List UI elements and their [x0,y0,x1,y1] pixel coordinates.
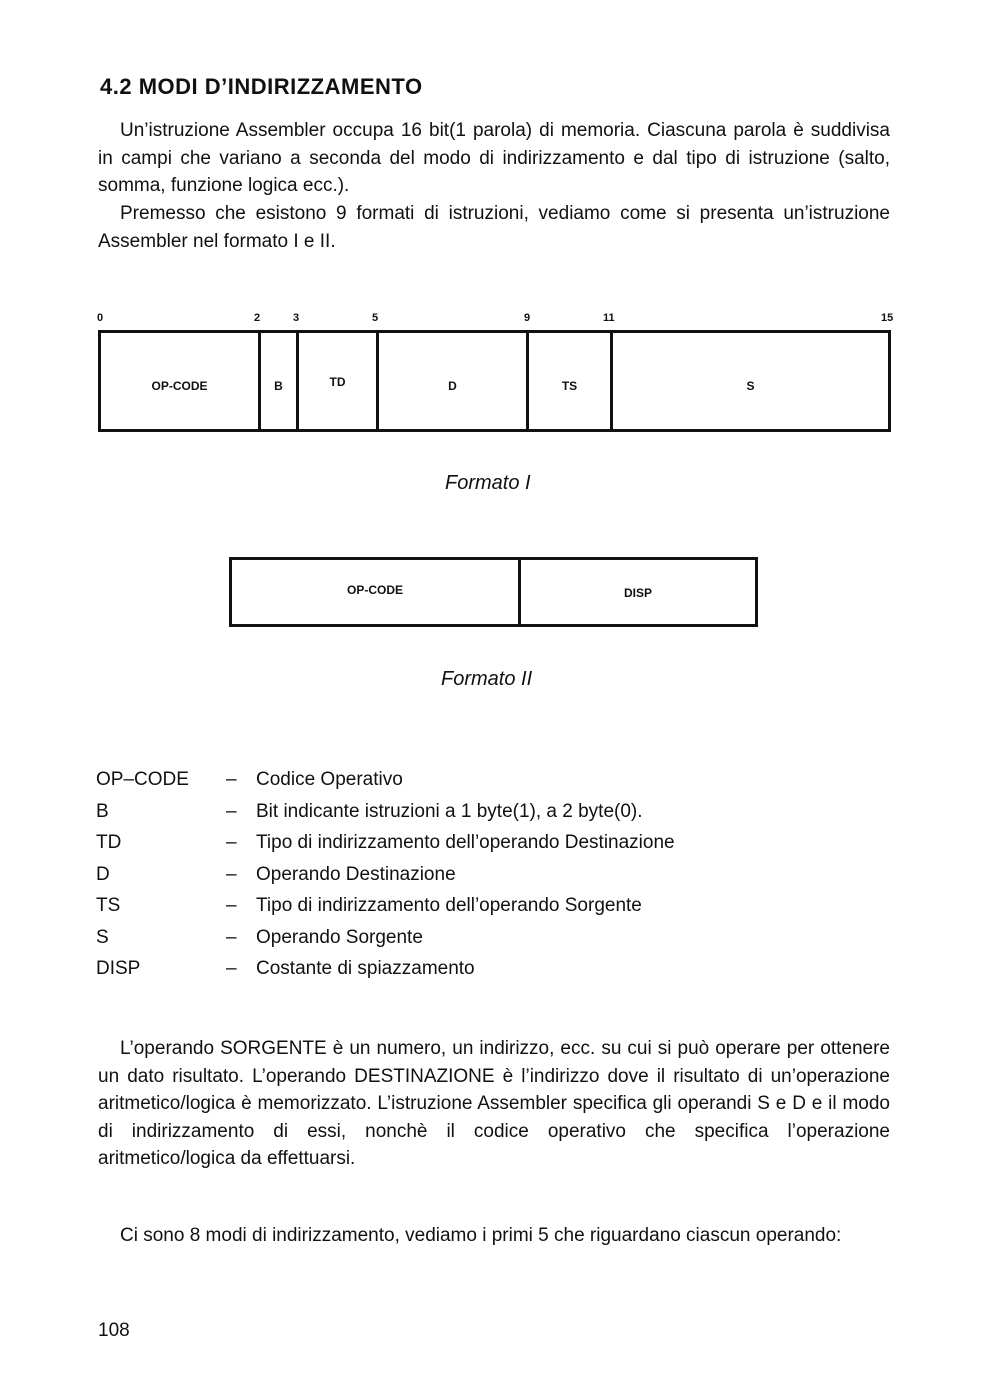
bit-number-15: 15 [881,312,894,324]
legend-desc: Bit indicante istruzioni a 1 byte(1), a 2 byte(0). [256,800,643,822]
bit-number-5: 5 [372,312,379,324]
page-number: 108 [98,1320,130,1341]
field-disp: DISP [623,586,652,600]
legend-term: D [96,863,110,885]
legend-term: S [96,926,109,948]
legend-desc: Costante di spiazzamento [256,958,475,979]
legend-row [96,922,675,954]
legend-term: DISP [96,958,141,979]
format-2-caption: Formato II [441,668,533,690]
legend-desc: Operando Sorgente [256,926,423,948]
legend-term: TS [96,895,121,916]
legend-desc: Operando Destinazione [256,863,456,885]
format-1-diagram [98,330,891,432]
section-heading: 4.2 MODI D’INDIRIZZAMENTO [100,74,423,99]
legend-dash: – [226,895,237,916]
legend-desc: Tipo di indirizzamento dell’operando Sorgente [256,895,642,916]
legend-row [96,796,675,828]
field-op-code-2: OP-CODE [232,560,521,624]
format-2-diagram [229,557,758,627]
field-b: B [261,333,299,429]
body-paragraph-1 [98,1035,890,1173]
field-td: TD [299,333,379,429]
bit-number-9: 9 [524,312,531,324]
legend-dash: – [226,958,237,979]
body-paragraph-2 [98,1222,890,1250]
legend-term: B [96,800,109,822]
legend-dash: – [226,926,237,948]
legend-row [96,953,675,985]
legend-row [96,890,675,922]
legend-dash: – [226,832,237,853]
field-legend [96,764,675,985]
legend-row [96,764,675,796]
legend-desc: Codice Operativo [256,769,403,790]
body-paragraph-1-text: L’operando SORGENTE è un numero, un indirizzo, ecc. su cui si può operare per ottenere un dato risultato. L’operando DESTINAZIONE è l’indirizzo dove il risultato di un’operazione aritmetico/logica è memorizzato. L’istruzione Assembler specifica gli operandi S e D e il modo di indirizzamento di essi, nonchè il codice operativo che specifica l’operazione aritmetico/logica da effettuarsi. [98,1038,890,1169]
legend-term: TD [96,832,122,853]
intro-paragraph-2-text: Premesso che esistono 9 formati di istruzioni, vediamo come si presenta un’istruzione Assembler nel formato I e II. [98,203,890,252]
legend-desc: Tipo di indirizzamento dell’operando Destinazione [256,832,675,853]
body-paragraph-2-text: Ci sono 8 modi di indirizzamento, vediamo i primi 5 che riguardano ciascun operando: [120,1225,842,1246]
legend-dash: – [226,769,237,790]
legend-dash: – [226,800,237,822]
bit-number-0: 0 [97,312,104,324]
bit-number-11: 11 [603,312,615,324]
field-d: D [379,333,529,429]
intro-paragraph-1-text: Un’istruzione Assembler occupa 16 bit(1 parola) di memoria. Ciascuna parola è suddivisa in campi che variano a seconda del modo di indirizzamento e dal tipo di istruzione (salto, somma, funzione logica ecc.). [98,120,890,196]
intro-paragraph-2 [98,200,890,255]
legend-dash: – [226,863,237,885]
legend-term: OP–CODE [96,769,189,790]
format-1-caption: Formato I [445,472,531,494]
field-op-code: OP-CODE [101,333,261,429]
field-s: S [746,379,755,393]
legend-row [96,827,675,859]
field-ts: TS [529,333,613,429]
legend-row [96,859,675,891]
bit-number-3: 3 [293,312,300,324]
bit-number-2: 2 [254,312,261,324]
intro-paragraph-1 [98,117,890,200]
